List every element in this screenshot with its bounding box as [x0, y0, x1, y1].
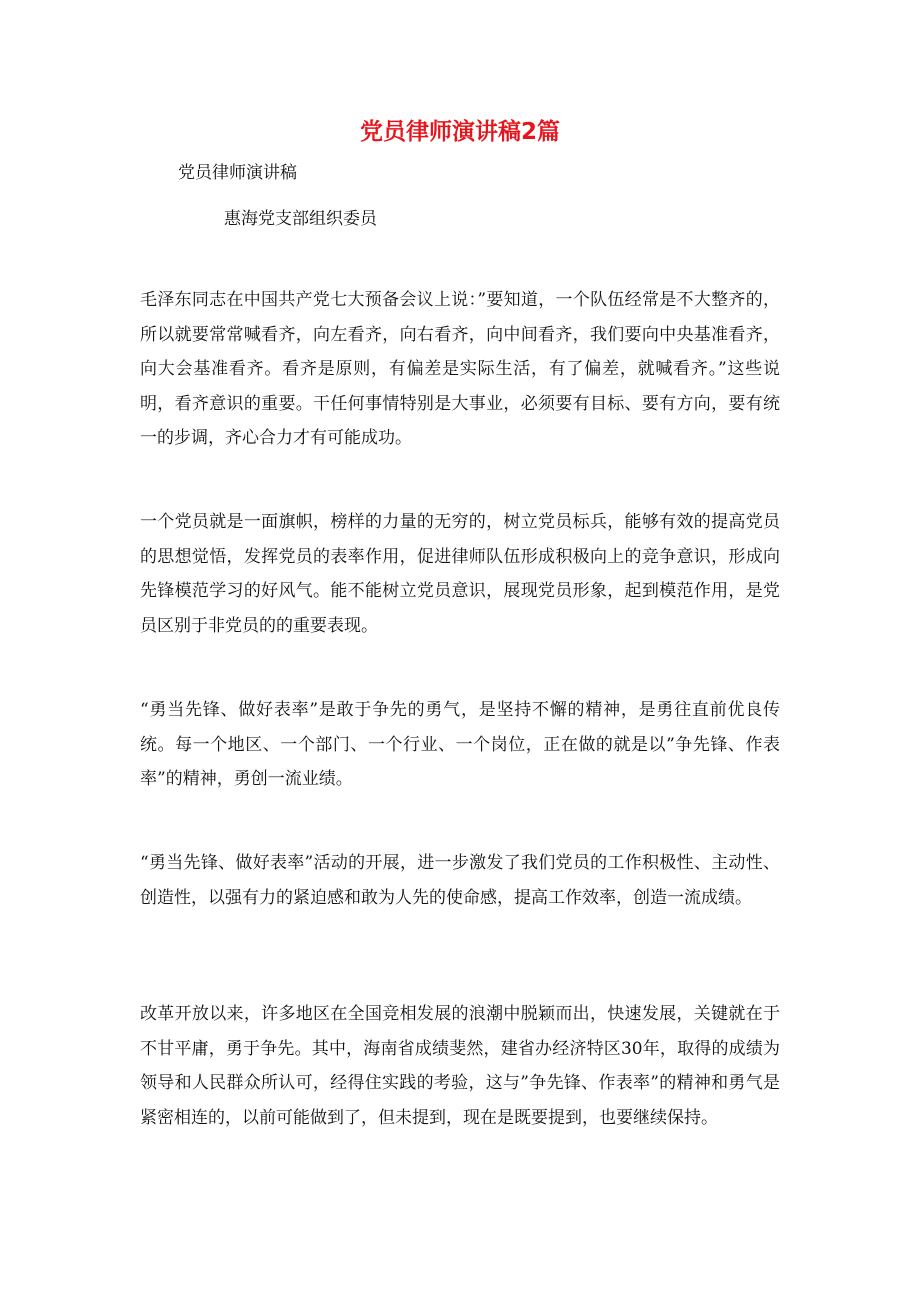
document-subtitle: 党员律师演讲稿: [178, 163, 297, 183]
body-paragraph: 一个党员就是一面旗帜，榜样的力量的无穷的，树立党员标兵，能够有效的提高党员的思想觉悟，发挥党员的表率作用，促进律师队伍形成积极向上的竞争意识，形成向先锋模范学习的好风气。能不能树立党员意识，展现党员形象，起到模范作用，是党员区别于非党员的的重要表现。: [140, 512, 780, 636]
body-paragraph: “勇当先锋、做好表率”是敢于争先的勇气，是坚持不懈的精神，是勇往直前优良传统。每一个地区、一个部门、一个行业、一个岗位，正在做的就是以”争先锋、作表率”的精神，勇创一流业绩。: [140, 700, 780, 789]
document-author: 惠海党支部组织委员: [224, 209, 377, 229]
body-paragraph: “勇当先锋、做好表率”活动的开展，进一步激发了我们党员的工作积极性、主动性、创造性，以强有力的紧迫感和敢为人先的使命感，提高工作效率，创造一流成绩。: [140, 853, 780, 908]
body-paragraph: 改革开放以来，许多地区在全国竞相发展的浪潮中脱颖而出，快速发展，关键就在于不甘平庸，勇于争先。其中，海南省成绩斐然，建省办经济特区30年，取得的成绩为领导和人民群众所认可，经得住实践的考验，这与”争先锋、作表率”的精神和勇气是紧密相连的，以前可能做到了，但未提到，现在是既要提到，也要继续保持。: [140, 1004, 780, 1128]
document-title: 党员律师演讲稿2篇: [359, 119, 560, 145]
body-paragraph: 毛泽东同志在中国共产党七大预备会议上说：”要知道，一个队伍经常是不大整齐的，所以就要常常喊看齐，向左看齐，向右看齐，向中间看齐，我们要向中央基准看齐，向大会基准看齐。看齐是原则，有偏差是实际生活，有了偏差，就喊看齐。”这些说明，看齐意识的重要。干任何事情特别是大事业，必须要有目标、要有方向，要有统一的步调，齐心合力才有可能成功。: [140, 290, 780, 448]
